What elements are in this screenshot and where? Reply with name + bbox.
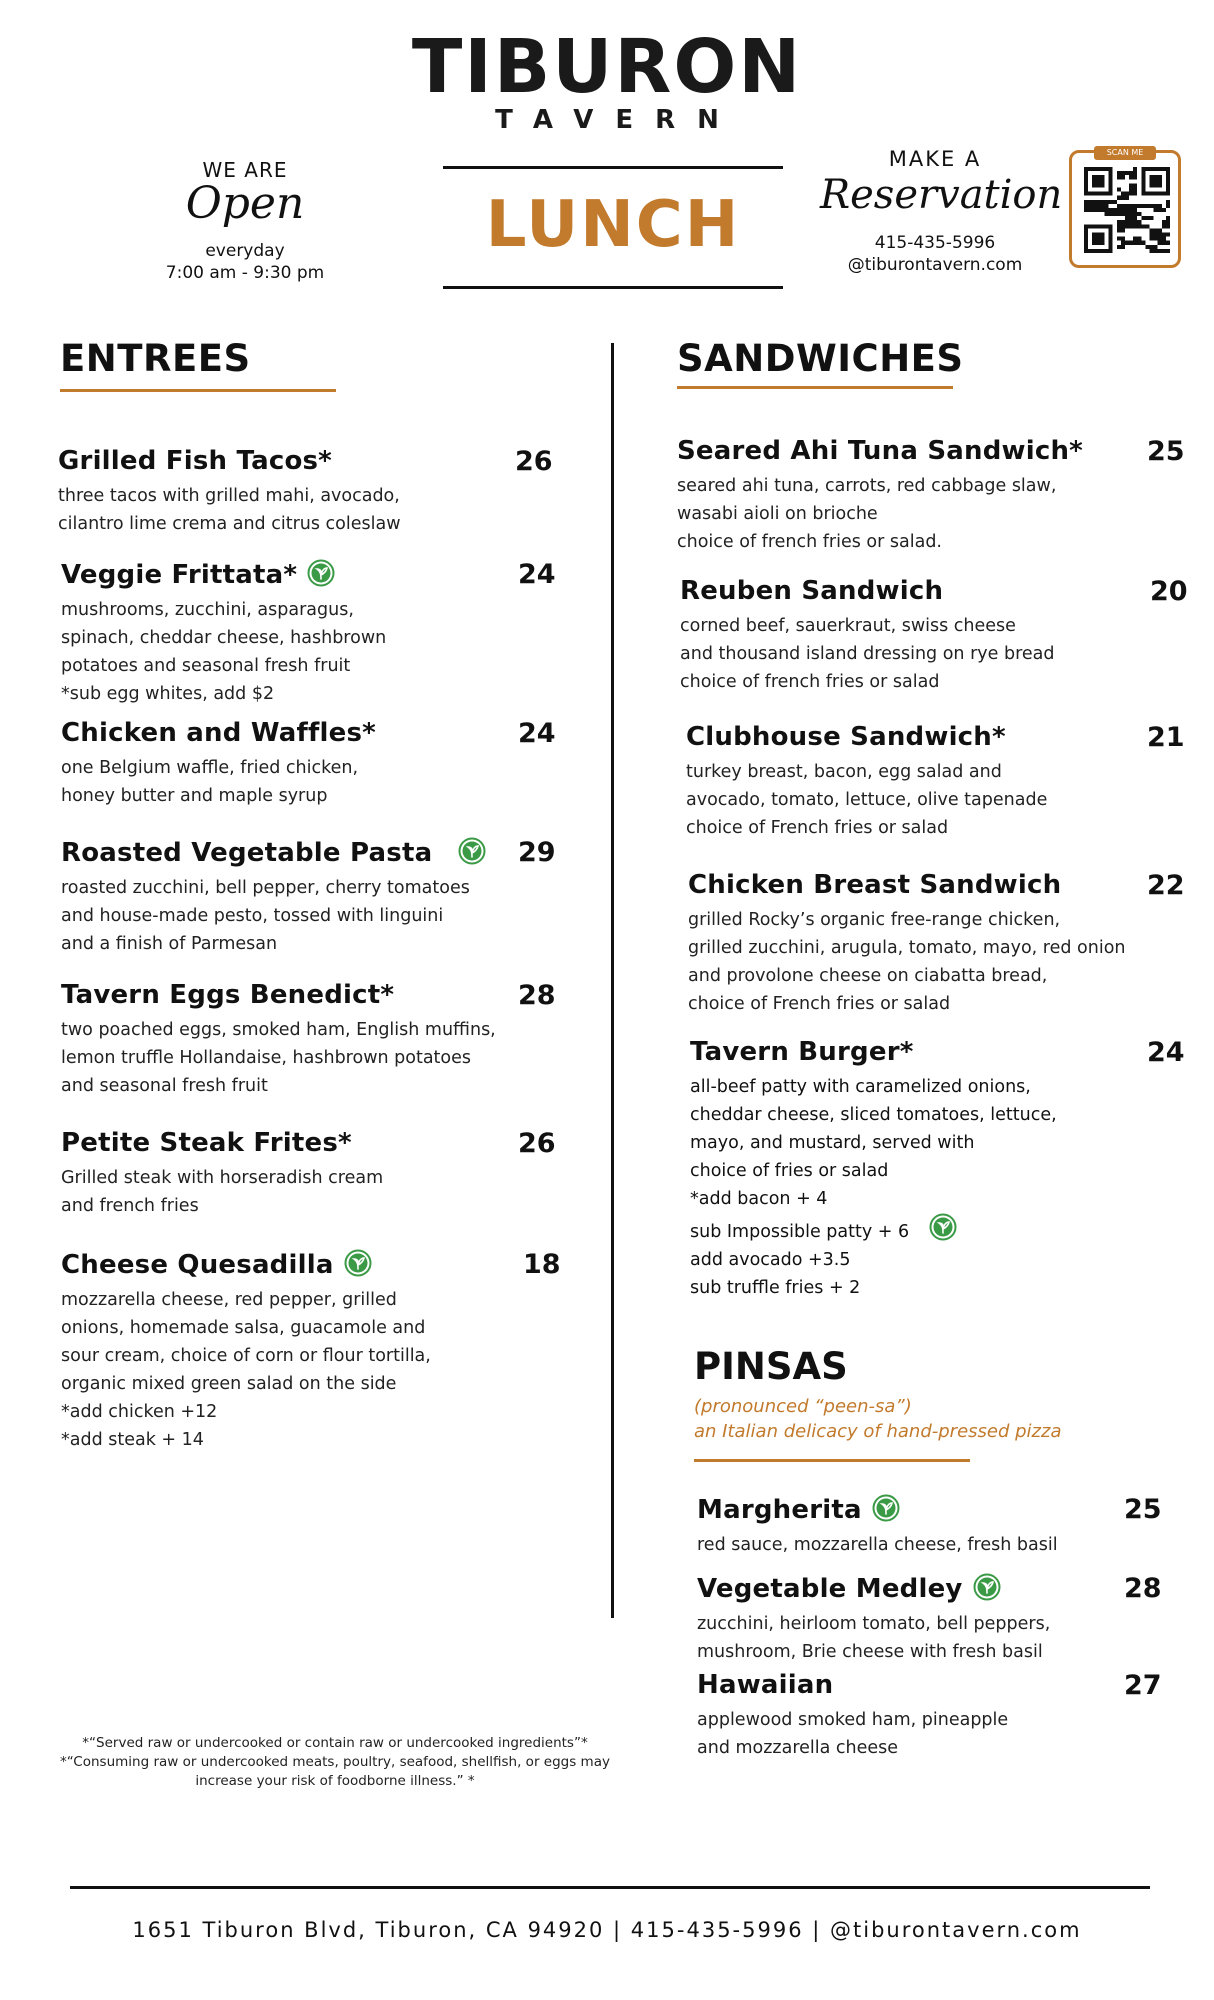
item-description-line: turkey breast, bacon, egg salad and [686,762,1002,782]
logo-title: TIBURON [411,24,803,110]
item-description-text: sub Impossible patty + 6 [690,1222,910,1242]
lunch-rule-bottom [443,286,783,289]
pinsas-rule [694,1459,970,1462]
item-description-line: *add steak + 14 [61,1430,204,1450]
vegetarian-leaf-icon [458,837,486,865]
entrees-item [61,718,556,810]
item-description-line: and provolone cheese on ciabatta bread, [688,966,1048,986]
item-description-line: add avocado +3.5 [690,1250,851,1270]
item-description-line: mozzarella cheese, red pepper, grilled [61,1290,397,1310]
item-description-line: corned beef, sauerkraut, swiss cheese [680,616,1016,636]
item-description-line: cheddar cheese, sliced tomatoes, lettuce, [690,1105,1057,1125]
vegetarian-leaf-icon [307,559,335,587]
item-description-line: choice of french fries or salad. [677,532,942,552]
item-description-line: onions, homemade salsa, guacamole and [61,1318,426,1338]
item-description-line: Grilled steak with horseradish cream [61,1168,384,1188]
item-description-line: choice of French fries or salad [688,994,951,1014]
item-description-line: three tacos with grilled mahi, avocado, [58,486,400,506]
item-description [697,1706,1008,1762]
item-description-line: two poached eggs, smoked ham, English muffins, [61,1020,496,1040]
sandwiches-item [690,1037,1185,1302]
entrees-item [61,980,556,1100]
item-price: 24 [1147,1037,1185,1068]
item-description [690,1073,1057,1302]
item-price: 22 [1147,870,1185,901]
item-description-line: cilantro lime crema and citrus coleslaw [58,514,401,534]
item-header [688,870,1185,901]
footer-contact: 1651 Tiburon Blvd, Tiburon, CA 94920 | 415-435-5996 | @tiburontavern.com [132,1918,1082,1942]
pinsas-item [697,1573,1162,1666]
item-description [697,1531,1058,1559]
item-description-line: choice of French fries or salad [686,818,949,838]
item-description-line: honey butter and maple syrup [61,786,328,806]
item-description-line: and thousand island dressing on rye bread [680,644,1055,664]
item-description-line: *sub egg whites, add $2 [61,684,275,704]
disclaimer-line-3: increase your risk of foodborne illness.” * [195,1773,475,1789]
vegetarian-leaf-icon [929,1213,957,1241]
item-description-line: avocado, tomato, lettuce, olive tapenade [686,790,1048,810]
item-description [697,1610,1050,1666]
item-description-line: grilled Rocky’s organic free-range chicken, [688,910,1061,930]
item-header [677,436,1185,467]
sandwiches-item [688,870,1185,1018]
item-description-line: applewood smoked ham, pineapple [697,1710,1009,1730]
item-name: Veggie Frittata* [61,560,298,590]
item-description [61,1286,431,1454]
item-description-line: potatoes and seasonal fresh fruit [61,656,351,676]
reservation-make-a: MAKE A [888,147,982,171]
item-header [680,576,1188,607]
item-description [688,906,1126,1018]
vegetarian-leaf-icon [872,1494,900,1522]
pinsas-item [697,1494,1162,1559]
pinsas-description: an Italian delicacy of hand-pressed pizza [694,1421,1062,1442]
column-divider [611,343,614,1618]
qr-code-icon [1084,165,1170,255]
item-description-line: spinach, cheddar cheese, hashbrown [61,628,387,648]
item-description [61,1164,383,1220]
item-price: 26 [518,1128,556,1159]
entrees-item [61,1249,561,1454]
item-description-line: lemon truffle Hollandaise, hashbrown potatoes [61,1048,472,1068]
item-name: Vegetable Medley [697,1574,963,1604]
item-name: Reuben Sandwich [680,576,944,606]
item-description [61,1016,496,1100]
pinsas-item [697,1670,1162,1762]
item-description-line: red sauce, mozzarella cheese, fresh basil [697,1535,1058,1555]
item-price: 28 [518,980,556,1011]
sandwiches-title: SANDWICHES [677,337,964,380]
item-price: 18 [523,1249,561,1280]
item-price: 24 [518,559,556,590]
item-name: Cheese Quesadilla [61,1250,334,1280]
item-description-line: roasted zucchini, bell pepper, cherry tomatoes [61,878,470,898]
item-price: 29 [518,837,556,868]
item-description-line: choice of french fries or salad [680,672,940,692]
item-description [58,482,401,538]
item-description [680,612,1054,696]
item-name: Chicken and Waffles* [61,718,376,748]
item-header [61,559,556,590]
item-header [61,1249,561,1280]
entrees-item [61,559,556,708]
item-description-line: one Belgium waffle, fried chicken, [61,758,359,778]
item-header [61,980,556,1011]
item-header [697,1494,1162,1525]
disclaimer-line-2: *“Consuming raw or undercooked meats, poultry, seafood, shellfish, or eggs may [60,1754,610,1770]
entrees-item [61,837,556,958]
item-name: Petite Steak Frites* [61,1128,352,1158]
item-name: Chicken Breast Sandwich [688,870,1062,900]
reservation-handle[interactable]: @tiburontavern.com [847,255,1023,275]
item-description-line: zucchini, heirloom tomato, bell peppers, [697,1614,1051,1634]
item-name: Roasted Vegetable Pasta [61,838,433,868]
item-description-line: and house-made pesto, tossed with linguini [61,906,444,926]
item-name: Margherita [697,1495,862,1525]
item-description-line [690,1213,1057,1246]
reservation-script: Reservation [820,172,1063,218]
hours-days: everyday [205,241,285,261]
qr-code-box[interactable] [1069,150,1181,268]
item-header [697,1670,1162,1701]
item-header [697,1573,1162,1604]
item-header [61,1128,556,1159]
item-name: Seared Ahi Tuna Sandwich* [677,436,1083,466]
hours-open-script: Open [185,178,305,229]
item-description-line: and mozzarella cheese [697,1738,899,1758]
item-description-line: all-beef patty with caramelized onions, [690,1077,1031,1097]
item-name: Clubhouse Sandwich* [686,722,1006,752]
item-description-line: choice of fries or salad [690,1161,889,1181]
item-header [58,446,553,477]
item-price: 28 [1124,1573,1162,1604]
item-description-line: wasabi aioli on brioche [677,504,878,524]
item-description-line: *add bacon + 4 [690,1189,828,1209]
item-name: Grilled Fish Tacos* [58,446,332,476]
entrees-item [58,446,553,538]
item-description-line: and a finish of Parmesan [61,934,278,954]
menu-title: LUNCH [485,188,741,262]
item-description-line: mushrooms, zucchini, asparagus, [61,600,354,620]
reservation-phone[interactable]: 415-435-5996 [874,233,996,253]
entrees-title: ENTREES [60,337,251,380]
lunch-rule-top [443,166,783,169]
item-description-line: sub truffle fries + 2 [690,1278,861,1298]
item-price: 25 [1124,1494,1162,1525]
disclaimer-line-1: *“Served raw or undercooked or contain raw or undercooked ingredients”* [82,1735,588,1751]
item-description-line: *add chicken +12 [61,1402,218,1422]
item-description [686,758,1047,842]
item-description-line: mushroom, Brie cheese with fresh basil [697,1642,1043,1662]
item-description-line: seared ahi tuna, carrots, red cabbage slaw, [677,476,1057,496]
item-description-line: grilled zucchini, arugula, tomato, mayo, red onion [688,938,1126,958]
qr-scan-label: SCAN ME [1094,146,1156,160]
pinsas-title: PINSAS [694,1345,848,1388]
item-name: Tavern Burger* [690,1037,914,1067]
item-header [690,1037,1185,1068]
item-description [61,754,376,810]
item-price: 24 [518,718,556,749]
item-name: Hawaiian [697,1670,834,1700]
sandwiches-item [680,576,1188,696]
item-price: 26 [515,446,553,477]
item-description [61,596,386,708]
vegetarian-leaf-icon [344,1249,372,1277]
item-description-line: sour cream, choice of corn or flour tortilla, [61,1346,431,1366]
pinsas-pronunciation: (pronounced “peen-sa”) [694,1396,912,1417]
entrees-item [61,1128,556,1220]
hours-time: 7:00 am - 9:30 pm [165,263,325,283]
sandwiches-item [686,722,1185,842]
item-price: 27 [1124,1670,1162,1701]
item-header [686,722,1185,753]
sandwiches-item [677,436,1185,556]
item-price: 25 [1147,436,1185,467]
item-price: 21 [1147,722,1185,753]
item-price: 20 [1150,576,1188,607]
item-description-line: organic mixed green salad on the side [61,1374,397,1394]
logo-subtitle: TAVERN [495,105,741,135]
item-description [677,472,1083,556]
vegetarian-leaf-icon [973,1573,1001,1601]
entrees-rule [60,389,336,392]
item-description-line: mayo, and mustard, served with [690,1133,975,1153]
item-description-line: and seasonal fresh fruit [61,1076,268,1096]
item-description-line: and french fries [61,1196,199,1216]
sandwiches-rule [677,386,953,389]
item-header [61,718,556,749]
item-header [61,837,556,868]
hours-we-are: WE ARE [202,158,288,182]
footer-rule [70,1886,1150,1889]
item-description [61,874,486,958]
item-name: Tavern Eggs Benedict* [61,980,395,1010]
